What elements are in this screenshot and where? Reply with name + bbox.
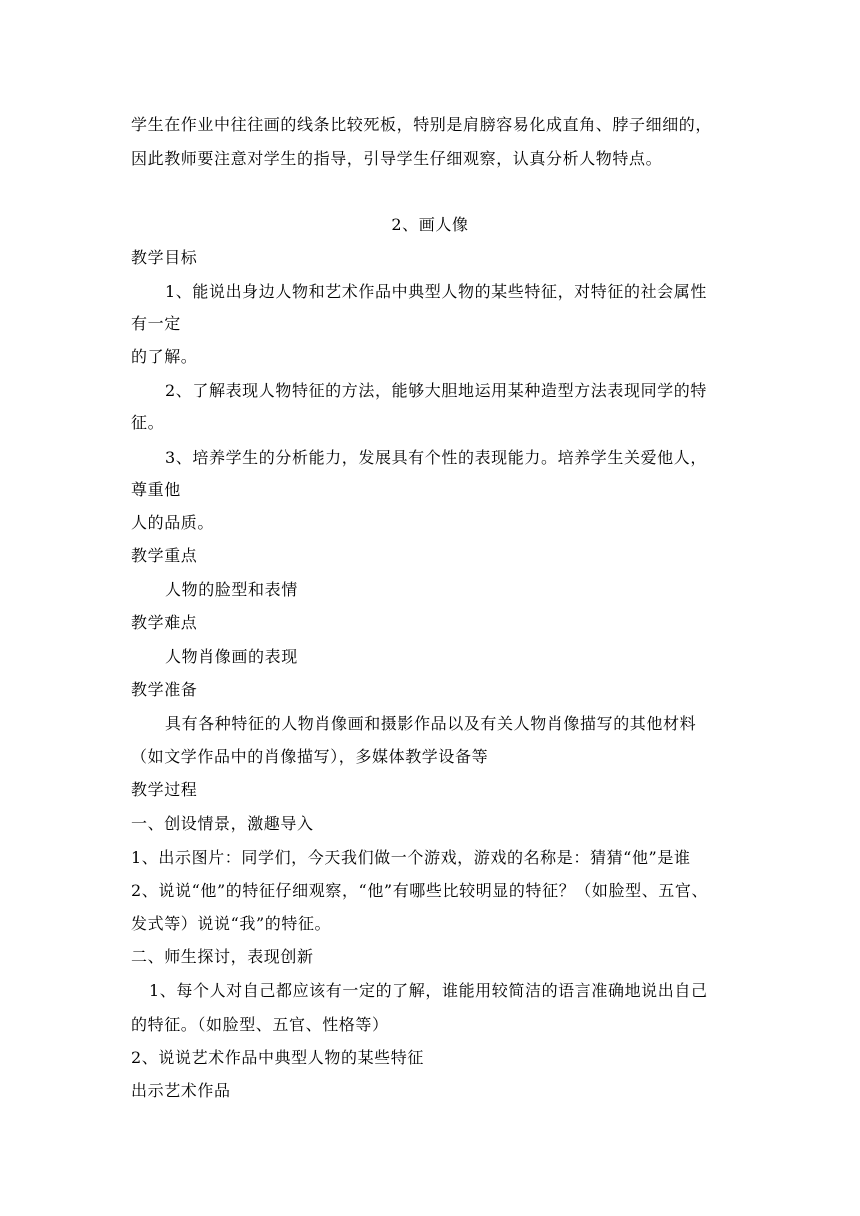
step-2-item-1-line-2: 的特征。（如脸型、五官、性格等） [131, 1015, 389, 1034]
heading-teaching-goals: 教学目标 [131, 248, 198, 267]
heading-process: 教学过程 [131, 780, 198, 799]
heading-key-points: 教学重点 [131, 546, 198, 565]
step-1-item-1: 1、出示图片：同学们，今天我们做一个游戏，游戏的名称是：猜猜“他”是谁 [131, 848, 691, 867]
goal-1-line-3: 的了解。 [131, 347, 198, 366]
goal-1-line-1: 1、能说出身边人物和艺术作品中典型人物的某些特征，对特征的社会属性 [165, 282, 707, 301]
goal-3-line-1: 3、培养学生的分析能力，发展具有个性的表现能力。培养学生关爱他人， [165, 448, 707, 467]
goal-2-line-1: 2、了解表现人物特征的方法，能够大胆地运用某种造型方法表现同学的特 [165, 381, 707, 400]
difficulties-text: 人物肖像画的表现 [165, 647, 298, 666]
paragraph-line-1: 学生在作业中往往画的线条比较死板，特别是肩膀容易化成直角、脖子细细的， [131, 115, 713, 134]
step-1-item-2-line-2: 发式等）说说“我”的特征。 [131, 914, 332, 933]
paragraph-line-2: 因此教师要注意对学生的指导，引导学生仔细观察，认真分析人物特点。 [131, 149, 663, 168]
step-1-item-2-line-1: 2、说说“他”的特征仔细观察，“他”有哪些比较明显的特征？（如脸型、五官、 [131, 881, 709, 900]
goal-1-line-2: 有一定 [131, 314, 181, 333]
goal-3-line-2: 尊重他 [131, 480, 181, 499]
goal-3-line-3: 人的品质。 [131, 513, 215, 532]
key-points-text: 人物的脸型和表情 [165, 580, 298, 599]
step-2-item-3: 出示艺术作品 [131, 1081, 231, 1100]
preparation-line-1: 具有各种特征的人物肖像画和摄影作品以及有关人物肖像描写的其他材料 [165, 714, 697, 733]
heading-preparation: 教学准备 [131, 680, 198, 699]
step-2-heading: 二、师生探讨，表现创新 [131, 947, 314, 966]
step-2-item-1-line-1: 1、每个人对自己都应该有一定的了解，谁能用较简洁的语言准确地说出自己 [149, 981, 708, 1000]
goal-2-line-2: 征。 [131, 413, 165, 432]
step-1-heading: 一、创设情景，激趣导入 [131, 814, 314, 833]
preparation-line-2: （如文学作品中的肖像描写），多媒体教学设备等 [131, 747, 489, 766]
heading-difficulties: 教学难点 [131, 613, 198, 632]
step-2-item-2: 2、说说艺术作品中典型人物的某些特征 [131, 1048, 424, 1067]
section-title: 2、画人像 [391, 215, 469, 234]
